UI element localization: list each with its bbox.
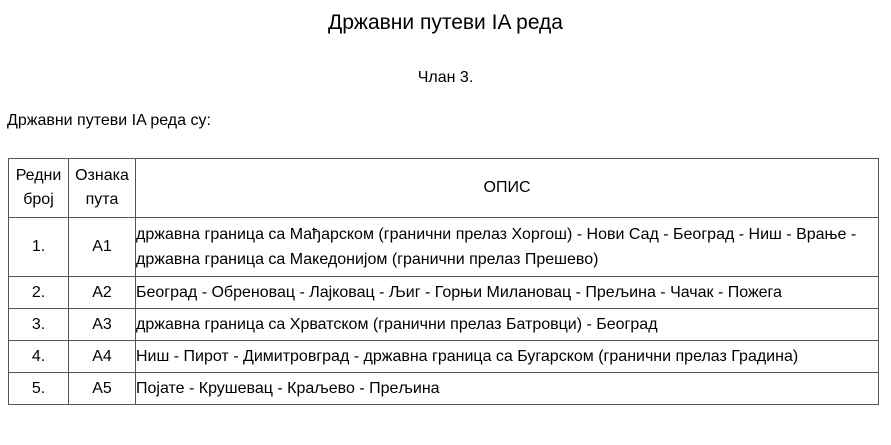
row-description: државна граница са Хрватском (гранични прелаз Батровци) - Београд bbox=[136, 309, 879, 341]
table-row bbox=[9, 309, 879, 341]
header-number-line2: број bbox=[23, 191, 54, 208]
header-code bbox=[69, 159, 136, 218]
header-code-line1: Ознака bbox=[75, 167, 129, 184]
row-code: A5 bbox=[69, 373, 136, 405]
table-row bbox=[9, 373, 879, 405]
row-description: Ниш - Пирот - Димитровград - државна граница са Бугарском (гранични прелаз Градина) bbox=[136, 341, 879, 373]
row-description: Београд - Обреновац - Лајковац - Љиг - Горњи Милановац - Прељина - Чачак - Пожега bbox=[136, 277, 879, 309]
roads-table bbox=[8, 158, 879, 405]
row-description: државна граница са Мађарском (гранични прелаз Хоргош) - Нови Сад - Београд - Ниш - Врање - државна граница са Македонијом (гранични прелаз Прешево) bbox=[136, 218, 879, 277]
row-code: A2 bbox=[69, 277, 136, 309]
row-number: 5. bbox=[9, 373, 69, 405]
intro-text: Државни путеви IA реда су: bbox=[7, 112, 211, 129]
row-code: A4 bbox=[69, 341, 136, 373]
row-number: 4. bbox=[9, 341, 69, 373]
table-row bbox=[9, 277, 879, 309]
table-header-row bbox=[9, 159, 879, 218]
row-number: 3. bbox=[9, 309, 69, 341]
page-title: Државни путеви IA реда bbox=[328, 11, 563, 34]
row-code: A1 bbox=[69, 218, 136, 277]
row-description: Појате - Крушевац - Краљево - Прељина bbox=[136, 373, 879, 405]
header-number bbox=[9, 159, 69, 218]
table-row bbox=[9, 218, 879, 277]
header-number-line1: Редни bbox=[15, 167, 62, 184]
header-code-line2: пута bbox=[85, 191, 119, 208]
table-row bbox=[9, 341, 879, 373]
row-number: 2. bbox=[9, 277, 69, 309]
article-heading: Члан 3. bbox=[417, 69, 474, 86]
header-description: ОПИС bbox=[136, 159, 879, 218]
row-number: 1. bbox=[9, 218, 69, 277]
row-code: A3 bbox=[69, 309, 136, 341]
